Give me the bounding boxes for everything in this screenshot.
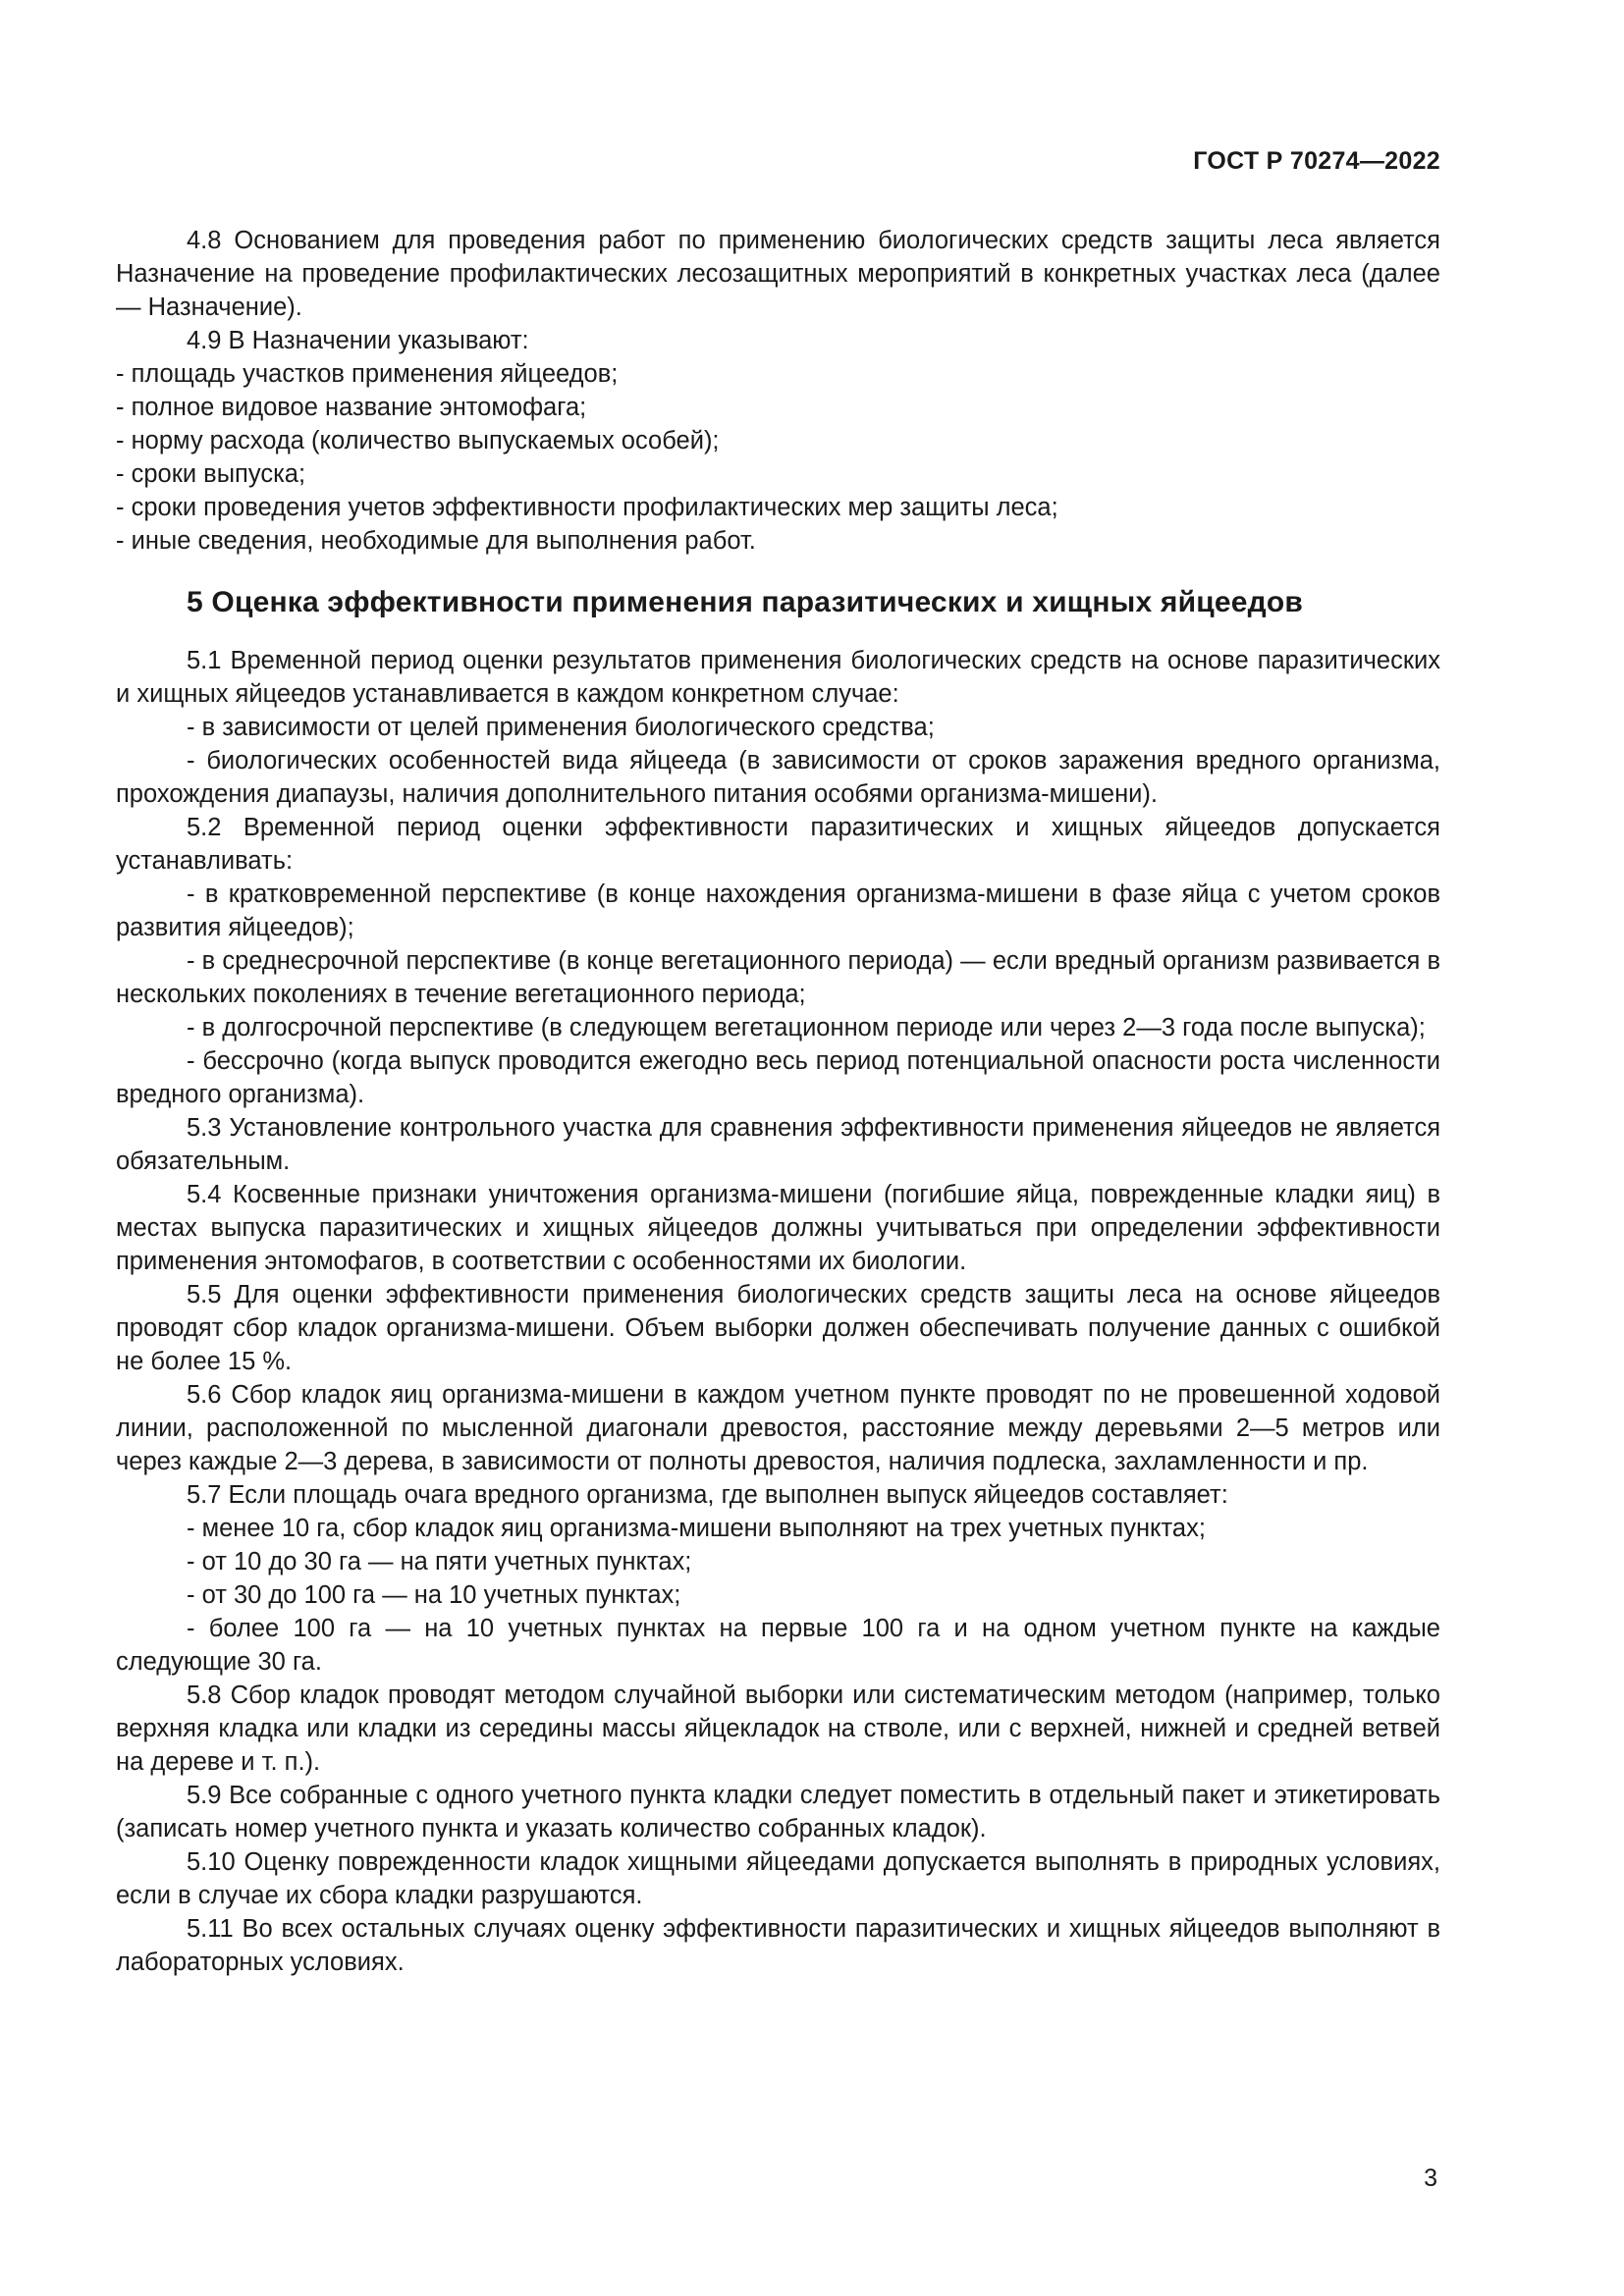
paragraph-5-11: 5.11 Во всех остальных случаях оценку эффективности паразитических и хищных яйцеедов выполняют в лабораторных условиях. xyxy=(116,1915,1440,1976)
paragraph-5-8: 5.8 Сбор кладок проводят методом случайной выборки или систематическим методом (например, только верхняя кладка или кладки из середины массы яйцекладок на стволе, или с верхней, нижней и средней ветвей на дереве и т. п.). xyxy=(116,1682,1440,1776)
list-item: - в кратковременной перспективе (в конце нахождения организма-мишени в фазе яйца с учетом сроков развития яйцеедов); xyxy=(116,881,1440,941)
list-item: - норму расхода (количество выпускаемых особей); xyxy=(116,427,720,454)
list-item: - более 100 га — на 10 учетных пунктах на первые 100 га и на одном учетном пункте на каждые следующие 30 га. xyxy=(116,1615,1440,1676)
paragraph-5-1: 5.1 Временной период оценки результатов применения биологических средств на основе паразитических и хищных яйцеедов устанавливается в каждом конкретном случае: xyxy=(116,647,1440,708)
paragraph-4-9: 4.9 В Назначении указывают: xyxy=(187,327,529,354)
page-body xyxy=(116,224,1440,1979)
paragraph-5-5: 5.5 Для оценки эффективности применения биологических средств защиты леса на основе яйцеедов проводят сбор кладок организма-мишени. Объем выборки должен обеспечивать получение данных с ошибкой не более 15 %. xyxy=(116,1281,1440,1375)
list-item: - иные сведения, необходимые для выполнения работ. xyxy=(116,527,756,555)
list-item: - в зависимости от целей применения биологического средства; xyxy=(187,714,935,741)
paragraph-4-8: 4.8 Основанием для проведения работ по применению биологических средств защиты леса является Назначение на проведение профилактических лесозащитных мероприятий в конкретных участках леса (далее — Назначение). xyxy=(116,227,1440,321)
page-number: 3 xyxy=(1424,2164,1437,2192)
list-item: - менее 10 га, сбор кладок яиц организма-мишени выполняют на трех учетных пунктах; xyxy=(187,1515,1206,1542)
paragraph-5-4: 5.4 Косвенные признаки уничтожения организма-мишени (погибшие яйца, поврежденные кладки яиц) в местах выпуска паразитических и хищных яйцеедов должны учитываться при определении эффективности применения энтомофагов, в соответствии с особенностями их биологии. xyxy=(116,1181,1440,1275)
paragraph-5-7: 5.7 Если площадь очага вредного организма, где выполнен выпуск яйцеедов составляет: xyxy=(187,1481,1228,1509)
paragraph-5-2: 5.2 Временной период оценки эффективности паразитических и хищных яйцеедов допускается устанавливать: xyxy=(116,814,1440,875)
list-item: - сроки выпуска; xyxy=(116,460,306,488)
document-code-header: ГОСТ Р 70274—2022 xyxy=(1193,147,1440,175)
list-item: - площадь участков применения яйцеедов; xyxy=(116,360,619,388)
paragraph-5-10: 5.10 Оценку поврежденности кладок хищными яйцеедами допускается выполнять в природных условиях, если в случае их сбора кладки разрушаются. xyxy=(116,1848,1440,1909)
list-item: - бессрочно (когда выпуск проводится ежегодно весь период потенциальной опасности роста численности вредного организма). xyxy=(116,1047,1440,1108)
list-item: - от 30 до 100 га — на 10 учетных пунктах; xyxy=(187,1581,681,1609)
section-5-title: 5 Оценка эффективности применения паразитических и хищных яйцеедов xyxy=(187,586,1304,618)
list-item: - биологических особенностей вида яйцееда (в зависимости от сроков заражения вредного организма, прохождения диапаузы, наличия дополнительного питания особями организма-мишени). xyxy=(116,747,1440,808)
list-item: - от 10 до 30 га — на пяти учетных пунктах; xyxy=(187,1548,692,1575)
paragraph-5-9: 5.9 Все собранные с одного учетного пункта кладки следует поместить в отдельный пакет и этикетировать (записать номер учетного пункта и указать количество собранных кладок). xyxy=(116,1782,1440,1842)
list-item: - в долгосрочной перспективе (в следующем вегетационном периоде или через 2—3 года после выпуска); xyxy=(187,1014,1426,1041)
list-item: - в среднесрочной перспективе (в конце вегетационного периода) — если вредный организм развивается в нескольких поколениях в течение вегетационного периода; xyxy=(116,947,1440,1008)
list-item: - сроки проведения учетов эффективности профилактических мер защиты леса; xyxy=(116,494,1058,521)
list-item: - полное видовое название энтомофага; xyxy=(116,394,587,421)
paragraph-5-6: 5.6 Сбор кладок яиц организма-мишени в каждом учетном пункте проводят по не провешенной ходовой линии, расположенной по мысленной диагонали древостоя, расстояние между деревьями 2—5 метров или через каждые 2—3 дерева, в зависимости от полноты древостоя, наличия подлеска, захламленности и пр. xyxy=(116,1381,1440,1475)
paragraph-5-3: 5.3 Установление контрольного участка для сравнения эффективности применения яйцеедов не является обязательным. xyxy=(116,1114,1440,1175)
